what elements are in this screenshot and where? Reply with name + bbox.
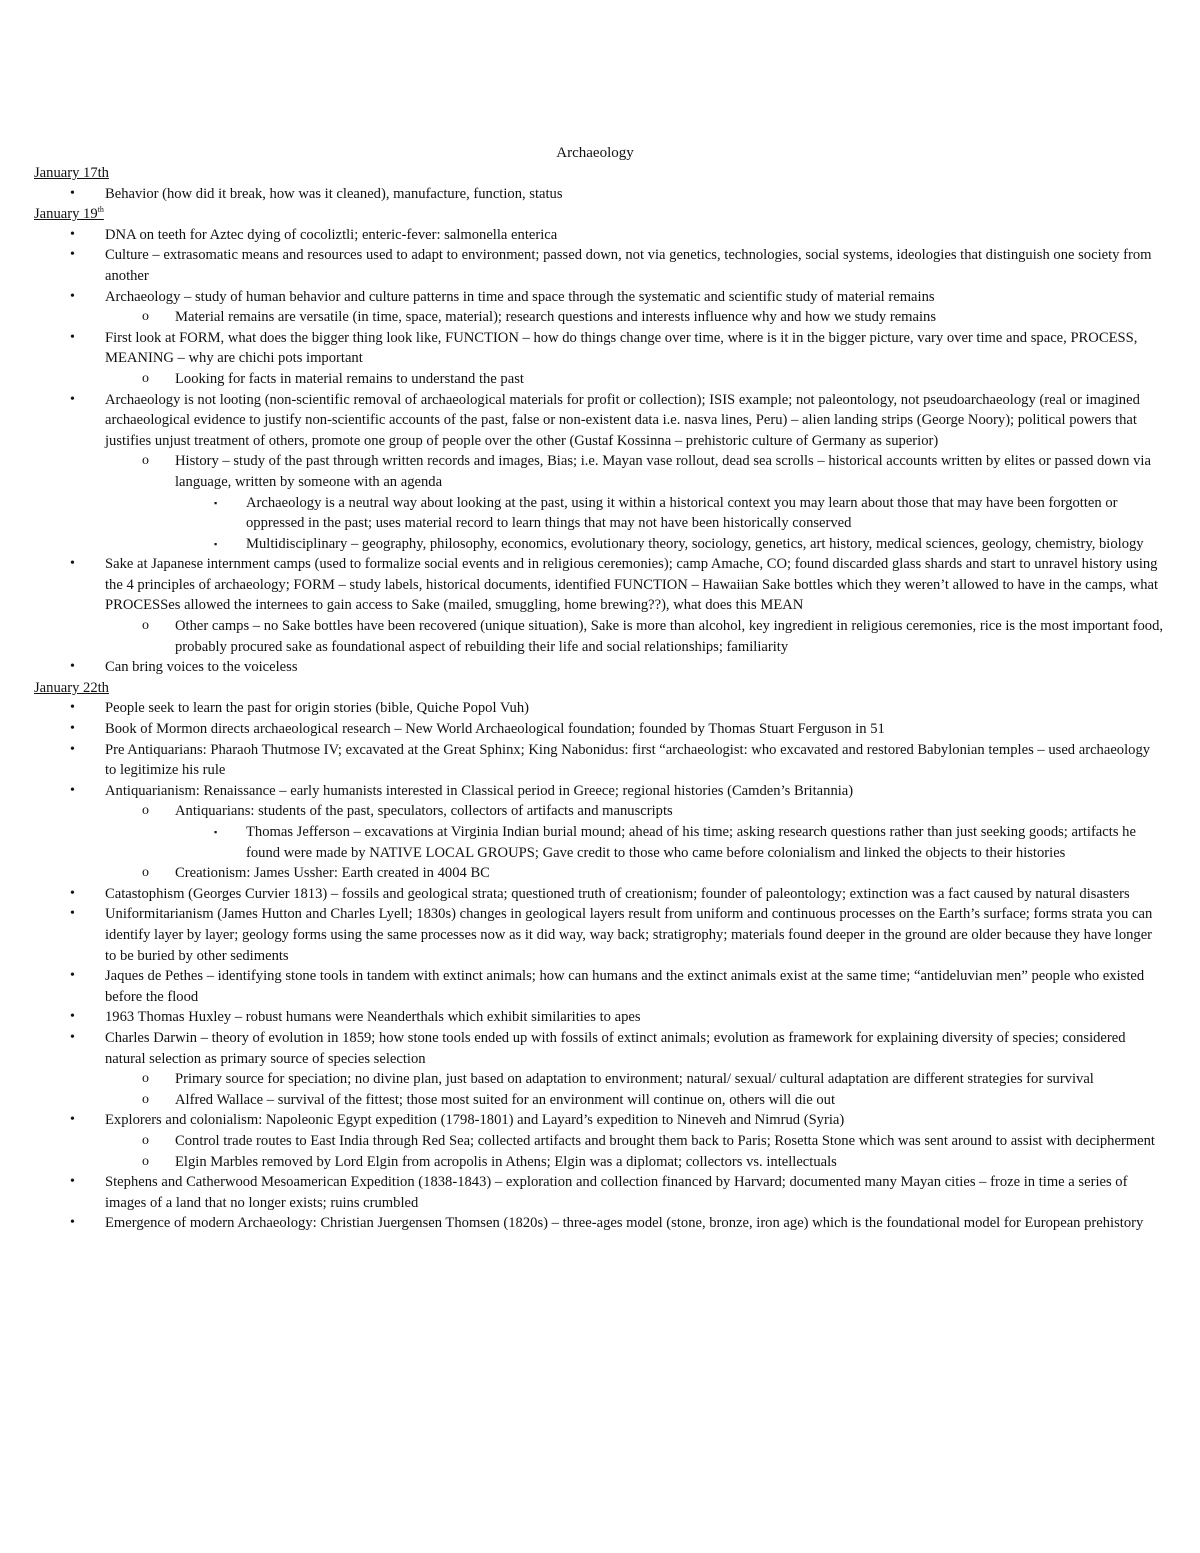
list-item — [34, 1090, 1164, 1111]
bullet-icon: • — [70, 906, 75, 922]
circle-bullet-icon: o — [142, 453, 149, 469]
section-date-superscript: th — [97, 205, 104, 215]
list-item — [34, 1110, 1164, 1131]
list-item — [34, 184, 1164, 205]
list-item-text: Creationism: James Ussher: Earth created in 4004 BC — [175, 865, 490, 882]
list-item-text: Catastophism (Georges Curvier 1813) – fossils and geological strata; questioned truth of creationism; founder of paleontology; extinction was a fact caused by natural disasters — [105, 885, 1130, 902]
list-item — [34, 287, 1164, 308]
list-item — [34, 657, 1164, 678]
circle-bullet-icon: o — [142, 1132, 149, 1148]
bullet-icon: • — [70, 741, 75, 757]
list-item — [34, 369, 1164, 390]
bullet-icon: • — [70, 391, 75, 407]
bullet-icon: • — [70, 968, 75, 984]
list-item — [34, 1007, 1164, 1028]
list-item-text: Multidisciplinary – geography, philosophy, economics, evolutionary theory, sociology, genetics, art history, medical sciences, geology, chemistry, biology — [246, 535, 1144, 552]
bullet-icon: • — [70, 329, 75, 345]
page-title: Archaeology — [556, 145, 634, 161]
list-item — [34, 307, 1164, 328]
bullet-icon: • — [70, 1112, 75, 1128]
list-item-text: Elgin Marbles removed by Lord Elgin from acropolis in Athens; Elgin was a diplomat; collectors vs. intellectuals — [175, 1153, 837, 1170]
list-item-text: Archaeology is a neutral way about looking at the past, using it within a historical context you may learn about those that may have been forgotten or oppressed in the past; uses material record to learn things that may not have been historically conserved — [246, 494, 1118, 532]
list-item — [34, 554, 1164, 616]
section-date — [34, 163, 1164, 184]
list-item-text: DNA on teeth for Aztec dying of cocoliztli; enteric-fever: salmonella enterica — [105, 226, 558, 243]
list-item — [34, 781, 1164, 802]
list-item-text: Alfred Wallace – survival of the fittest; those most suited for an environment will continue on, others will die out — [175, 1091, 835, 1108]
bullet-icon: • — [70, 885, 75, 901]
list-item-text: Book of Mormon directs archaeological research – New World Archaeological foundation; founded by Thomas Stuart Ferguson in 51 — [105, 721, 885, 738]
list-item — [34, 884, 1164, 905]
list-item — [34, 719, 1164, 740]
list-item-text: Archaeology is not looting (non-scientific removal of archaeological materials for profit or collection); ISIS example; not paleontology, not pseudoarchaeology (real or imagined archaeological evidence to justify non-scientific accounts of the past, false or non-existent data i.e. nasva lines, Peru) – alien landing strips (George Noory); political powers that justifies unjust treatment of others, promote one group of people over the other (Gustaf Kossinna – prehistoric culture of Germany as superior) — [105, 391, 1140, 449]
notes-body — [34, 163, 1164, 1234]
list-item — [34, 534, 1164, 555]
list-item — [34, 1152, 1164, 1173]
list-item-text: Antiquarians: students of the past, speculators, collectors of artifacts and manuscripts — [175, 803, 673, 820]
list-item-text: Sake at Japanese internment camps (used to formalize social events and in religious ceremonies); camp Amache, CO; found discarded glass shards and start to unravel history using the 4 principles of archaeology; FORM – study labels, historical documents, identified FUNCTION – Hawaiian Sake bottles which they weren’t allowed to have in the camps, what PROCESSes allowed the internees to gain access to Sake (mailed, smuggling, home brewing??), what does this MEAN — [105, 556, 1159, 614]
list-item — [34, 1131, 1164, 1152]
bullet-icon: • — [70, 247, 75, 263]
list-item-text: Charles Darwin – theory of evolution in 1859; how stone tools ended up with fossils of extinct animals; evolution as framework for explaining diversity of species; considered natural selection as primary source of species selection — [105, 1029, 1126, 1067]
list-item — [34, 966, 1164, 1007]
bullet-icon: • — [70, 659, 75, 675]
list-item-text: Explorers and colonialism: Napoleonic Egypt expedition (1798-1801) and Layard’s expedition to Nineveh and Nimrud (Syria) — [105, 1112, 845, 1129]
list-item-text: History – study of the past through written records and images, Bias; i.e. Mayan vase rollout, dead sea scrolls – historical accounts written by elites or passed down via language, written by someone with an agenda — [175, 453, 1151, 490]
list-item — [34, 616, 1164, 657]
list-item — [34, 863, 1164, 884]
circle-bullet-icon: o — [142, 370, 149, 386]
circle-bullet-icon: o — [142, 865, 149, 881]
list-item — [34, 390, 1164, 452]
list-item-text: Stephens and Catherwood Mesoamerican Expedition (1838-1843) – exploration and collection financed by Harvard; documented many Mayan cities – froze in time a series of images of a land that no longer exists; ruins crumbled — [105, 1174, 1128, 1211]
section-date — [34, 678, 1164, 699]
section-date-text: January 22th — [34, 679, 109, 696]
list-item — [34, 1213, 1164, 1234]
list-item-text: 1963 Thomas Huxley – robust humans were Neanderthals which exhibit similarities to apes — [105, 1009, 641, 1026]
list-item-text: Primary source for speciation; no divine plan, just based on adaptation to environment; natural/ sexual/ cultural adaptation are different strategies for survival — [175, 1071, 1094, 1088]
list-item-text: People seek to learn the past for origin stories (bible, Quiche Popol Vuh) — [105, 700, 530, 717]
list-item — [34, 740, 1164, 781]
bullet-icon: • — [70, 1029, 75, 1045]
bullet-icon: • — [70, 1174, 75, 1190]
list-item-text: Behavior (how did it break, how was it cleaned), manufacture, function, status — [105, 185, 563, 202]
list-item — [34, 245, 1164, 286]
list-item — [34, 904, 1164, 966]
circle-bullet-icon: o — [142, 1091, 149, 1107]
list-item — [34, 698, 1164, 719]
bullet-icon: • — [70, 1009, 75, 1025]
circle-bullet-icon: o — [142, 1153, 149, 1169]
bullet-icon: • — [70, 700, 75, 716]
list-item — [34, 1069, 1164, 1090]
square-bullet-icon: ▪ — [214, 497, 218, 508]
list-item — [34, 1028, 1164, 1069]
section-date — [34, 204, 1164, 225]
list-item — [34, 493, 1164, 534]
list-item-text: Emergence of modern Archaeology: Christian Juergensen Thomsen (1820s) – three-ages model (stone, bronze, iron age) which is the foundational model for European prehistory — [105, 1215, 1144, 1232]
list-item-text: Material remains are versatile (in time, space, material); research questions and interests influence why and how we study remains — [175, 309, 937, 326]
circle-bullet-icon: o — [142, 1071, 149, 1087]
square-bullet-icon: ▪ — [214, 827, 218, 837]
list-item-text: Can bring voices to the voiceless — [105, 659, 298, 676]
list-item — [34, 1172, 1164, 1213]
list-item-text: First look at FORM, what does the bigger thing look like, FUNCTION – how do things change over time, where is it in the bigger picture, vary over time and space, PROCESS, MEANING – why are chichi pots important — [105, 329, 1138, 367]
list-item-text: Archaeology – study of human behavior and culture patterns in time and space through the systematic and scientific study of material remains — [105, 288, 935, 305]
list-item-text: Uniformitarianism (James Hutton and Charles Lyell; 1830s) changes in geological layers result from uniform and continuous processes on the Earth’s surface; forms strata you can identify layer by layer; geology forms using the same processes now as it did way, way back; stratigrophy; materials found deeper in the ground are older because they have longer to be buried by other sediments — [105, 906, 1153, 964]
bullet-icon: • — [70, 226, 75, 242]
bullet-icon: • — [70, 782, 75, 798]
section-date-text: January 17th — [34, 165, 109, 181]
list-item-text: Looking for facts in material remains to understand the past — [175, 370, 524, 387]
list-item-text: Other camps – no Sake bottles have been recovered (unique situation), Sake is more than alcohol, key ingredient in religious ceremonies, rice is the most important food, probably procured sake as foundational aspect of rebuilding their life and social relationships; familiarity — [175, 618, 1164, 655]
circle-bullet-icon: o — [142, 618, 149, 634]
list-item-text: Culture – extrasomatic means and resources used to adapt to environment; passed down, not via genetics, technologies, social systems, ideologies that distinguish one society from another — [105, 247, 1152, 284]
section-date-text: January 19 — [34, 206, 98, 223]
list-item — [34, 801, 1164, 822]
square-bullet-icon: ▪ — [214, 538, 218, 549]
list-item-text: Jaques de Pethes – identifying stone tools in tandem with extinct animals; how can humans and the extinct animals exist at the same time; “antideluvian men” people who existed before the flood — [105, 968, 1145, 1005]
list-item-text: Pre Antiquarians: Pharaoh Thutmose IV; excavated at the Great Sphinx; King Nabonidus: first “archaeologist: who excavated and restored Babylonian temples – used archaeology to legitimize his rule — [105, 741, 1151, 779]
list-item — [34, 225, 1164, 246]
circle-bullet-icon: o — [142, 803, 149, 819]
list-item-text: Antiquarianism: Renaissance – early humanists interested in Classical period in Greece; regional histories (Camden’s Britannia) — [105, 782, 854, 799]
circle-bullet-icon: o — [142, 309, 149, 325]
list-item-text: Thomas Jefferson – excavations at Virginia Indian burial mound; ahead of his time; asking research questions rather than just seeking goods; artifacts he found were made by NATIVE LOCAL GROUPS; Gave credit to those who came before colonialism and linked the objects to their histories — [246, 824, 1136, 861]
bullet-icon: • — [70, 721, 75, 737]
bullet-icon: • — [70, 185, 75, 201]
list-item — [34, 822, 1164, 863]
list-item — [34, 328, 1164, 369]
bullet-icon: • — [70, 288, 75, 304]
list-item — [34, 451, 1164, 492]
list-item-text: Control trade routes to East India through Red Sea; collected artifacts and brought them back to Paris; Rosetta Stone which was sent around to assist with decipherment — [175, 1132, 1155, 1149]
bullet-icon: • — [70, 556, 75, 572]
bullet-icon: • — [70, 1215, 75, 1231]
